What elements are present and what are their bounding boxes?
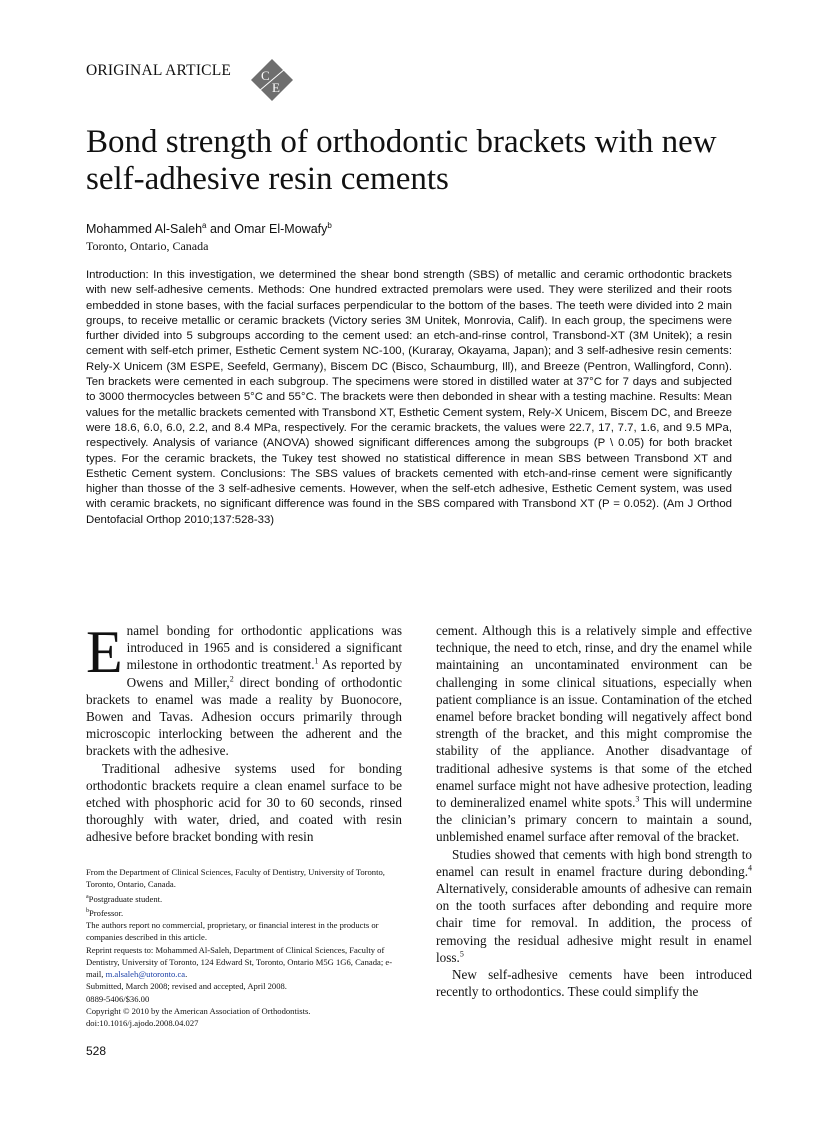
citation-ref: 5 xyxy=(459,949,464,959)
author-line xyxy=(86,221,332,236)
email-link[interactable]: m.alsaleh@utoronto.ca xyxy=(105,969,186,980)
section-label: ORIGINAL ARTICLE xyxy=(86,62,232,79)
footnote-text: Professor. xyxy=(89,907,124,918)
body-text: direct bonding of orthodontic brackets to enamel was made a reality by Buonocore, Bowen and Tavas. Adhesion occurs primarily through microscopic interlocking between the adherent and the brackets with the adhesive. xyxy=(86,674,403,759)
body-paragraph: Traditional adhesive systems used for bonding orthodontic brackets require a clean enamel surface to be etched with phosphoric acid for 30 to 60 seconds, rinsed thoroughly with water, dried, and coated with resin adhesive before bracket bonding with resin xyxy=(86,760,402,845)
page-number: 528 xyxy=(86,1044,107,1058)
body-paragraph xyxy=(86,619,403,760)
body-text: As reported by Owens and Miller, xyxy=(126,657,402,690)
footnote-a xyxy=(86,891,404,905)
drop-cap: E xyxy=(86,619,123,685)
author-1-affiliation-mark: a xyxy=(202,221,207,230)
footnote-issn: 0889-5406/$36.00 xyxy=(86,993,150,1004)
badge-letter-e: E xyxy=(272,80,280,95)
author-separator: and xyxy=(206,222,235,237)
author-1: Mohammed Al-Saleh xyxy=(86,222,203,237)
body-column-left xyxy=(86,619,403,846)
footnote-text: . xyxy=(185,969,188,980)
body-text: This will undermine the clinician’s primary concern to maintain a sound, unblemished enamel surface after removal of the bracket. xyxy=(436,795,752,845)
body-text: Studies showed that cements with high bond strength to enamel can result in enamel fracture during debonding. xyxy=(436,846,752,879)
footnote-text: Reprint requests to: Mohammed Al-Saleh, Department of Clinical Sciences, Faculty of Dentistry, University of Toronto, 124 Edward St, Toronto, Ontario M5G 1G6, Canada; e-mail, xyxy=(86,944,393,980)
ce-diamond-badge-icon xyxy=(250,58,294,102)
badge-letter-c: C xyxy=(261,68,270,83)
author-location: Toronto, Ontario, Canada xyxy=(86,239,209,253)
footnote-mark: a xyxy=(86,893,89,900)
footnote-doi: doi:10.1016/j.ajodo.2008.04.027 xyxy=(86,1018,199,1029)
body-text: namel bonding for orthodontic applications was introduced in 1965 and is considered a significant milestone in orthodontic treatment. xyxy=(126,623,402,673)
author-2-affiliation-mark: b xyxy=(327,221,332,230)
footnote-text: Postgraduate student. xyxy=(88,893,163,904)
footnote-b xyxy=(86,905,404,919)
footnote-mark: b xyxy=(86,907,89,914)
footnote-reprint xyxy=(86,944,404,981)
body-text: cement. Although this is a relatively simple and effective technique, the need to etch, rinse, and dry the enamel while maintaining an uncontaminated environment can be challenging in some clinical situations, especially when patient compliance is an issue. Contamination of the etched enamel before bracket bonding will negatively affect bond strength of the bracket, and this might compromise the stability of the appliance. Another disadvantage of traditional adhesive systems is that some of the etched enamel surface might not have adhesive protection, leading to demineralized enamel white spots. xyxy=(436,623,752,811)
footnote-copyright: Copyright © 2010 by the American Association of Orthodontists. xyxy=(86,1005,311,1016)
article-title: Bond strength of orthodontic brackets with new self-adhesive resin cements xyxy=(86,124,717,197)
body-paragraph xyxy=(436,846,752,966)
citation-ref: 2 xyxy=(229,674,234,684)
abstract: Introduction: In this investigation, we determined the shear bond strength (SBS) of metallic and ceramic orthodontic brackets with new self-adhesive cements. Methods: One hundred extracted premolars were used. They were sterilized and their roots embedded in stone bases, with the facial surfaces perpendicular to the bottom of the bases. The teeth were divided into 2 main groups, to receive metallic or ceramic brackets (Victory series 3M Unitek, Monrovia, Calif). In each group, the specimens were further divided into 5 subgroups according to the cement used: an etch-and-rinse control, Transbond-XT (3M Unitek); a resin cement with self-etch primer, Esthetic Cement system NC-100, (Kuraray, Okayama, Japan); and 3 self-adhesive resin cements: Rely-X Unicem (3M ESPE, Seefeld, Germany), Biscem DC (Bisco, Schaumburg, Ill), and Breeze (Pentron, Wallingford, Conn). Ten brackets were cemented in each subgroup. The specimens were stored in distilled water at 37°C for 7 days and subjected to 3000 thermocycles between 5°C and 55°C. The brackets were then debonded in shear with a testing machine. Results: Mean values for the metallic brackets cemented with Transbond XT, Esthetic Cement system, Rely-X Unicem, Biscem DC, and Breeze were 18.6, 6.0, 6.0, 2.2, and 8.4 MPa, respectively. For the ceramic brackets, the values were 22.7, 17, 7.7, 1.6, and 9.5 MPa, respectively. Analysis of variance (ANOVA) showed significant differences among the subgroups (P \ 0.05) for both bracket types. For the ceramic brackets, the Tukey test showed no statistical difference in mean SBS between Transbond XT and Esthetic Cement system. Conclusions: The SBS values of brackets cemented with etch-and-rinse cement were significantly higher than thosse of the 3 self-adhesive cements. However, when the self-etch adhesive, Esthetic Cement system, was used with ceramic brackets, no significant difference was found in the SBS compared with Transbond XT (P = 0.052). (Am J Orthod Dentofacial Orthop 2010;137:528-33) xyxy=(86,269,732,526)
citation-ref: 3 xyxy=(635,794,640,804)
body-paragraph xyxy=(436,622,752,846)
footnote-dates: Submitted, March 2008; revised and accepted, April 2008. xyxy=(86,981,287,992)
body-column-right xyxy=(436,622,752,1000)
citation-ref: 4 xyxy=(748,863,752,873)
citation-ref: 1 xyxy=(314,657,319,667)
footnote-affiliation: From the Department of Clinical Sciences, Faculty of Dentistry, University of Toronto, Toronto, Ontario, Canada. xyxy=(86,867,385,890)
footnotes xyxy=(86,866,404,1030)
footnote-disclosure: The authors report no commercial, proprietary, or financial interest in the products or companies described in this article. xyxy=(86,919,379,943)
author-2: Omar El-Mowafy xyxy=(234,222,328,237)
body-paragraph: New self-adhesive cements have been introduced recently to orthodontics. These could simplify the xyxy=(436,967,752,1000)
body-text: Alternatively, considerable amounts of adhesive can remain on the tooth surfaces after debonding and require more chair time for removal. In addition, the process of removing the residual adhesive might result in enamel loss. xyxy=(436,881,752,965)
